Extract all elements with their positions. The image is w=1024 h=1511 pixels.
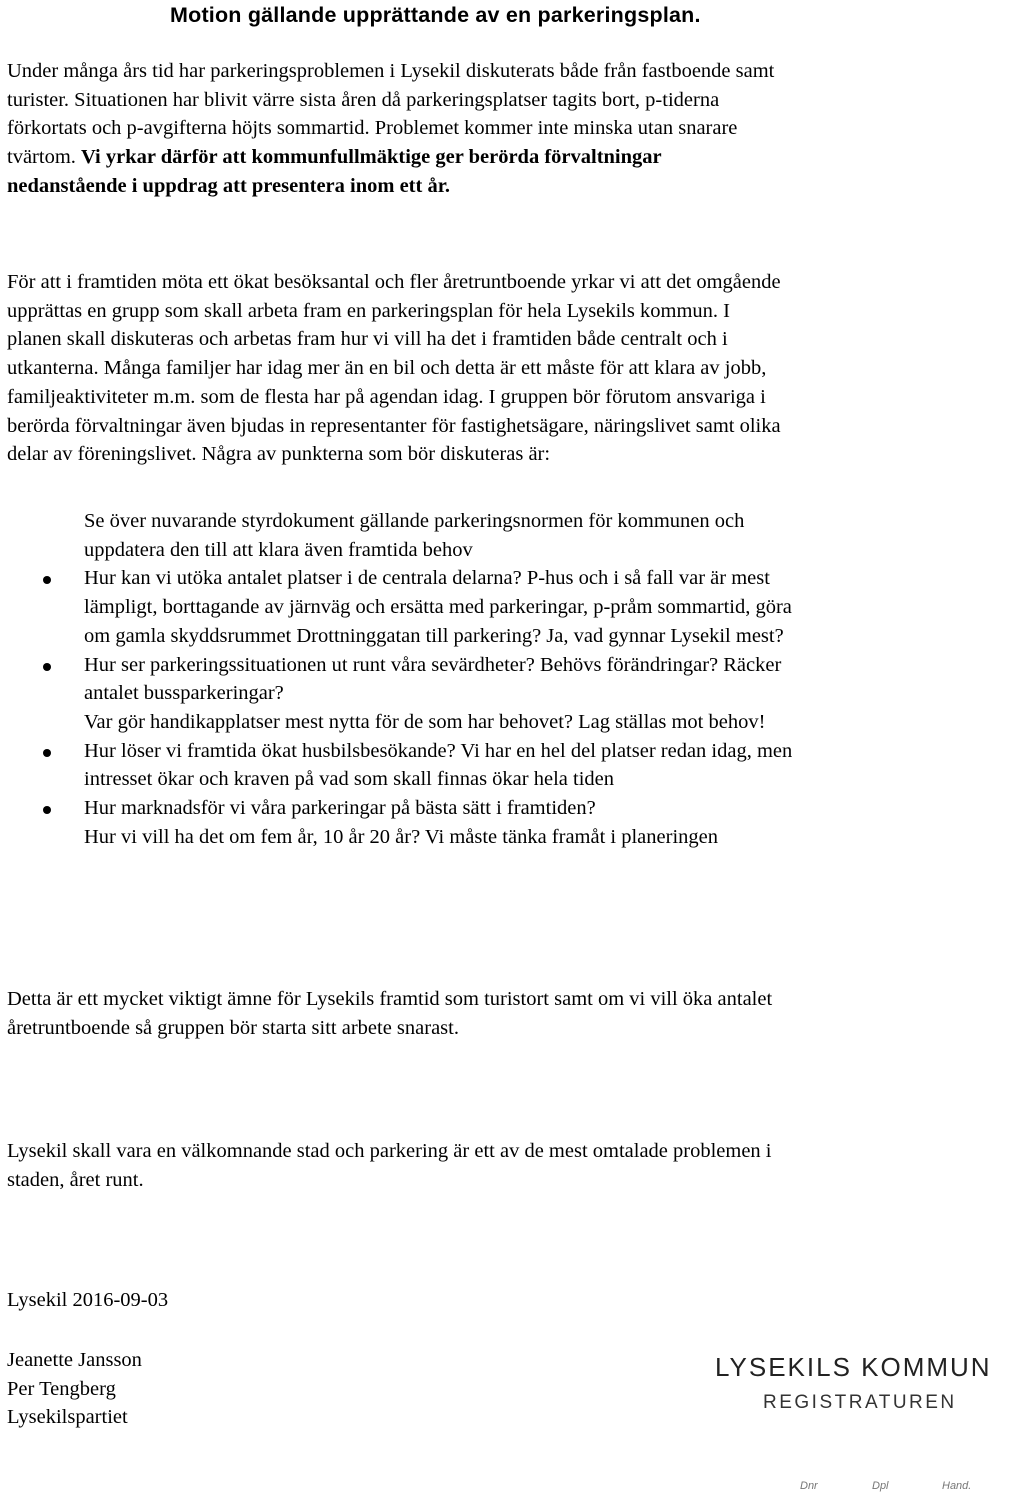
date-line: Lysekil 2016-09-03 [7,1289,169,1311]
list-item-line: lämpligt, borttagande av järnväg och ersätta med parkeringar, p-pråm sommartid, göra [84,596,792,619]
bullet-icon [43,749,51,757]
list-item-line: uppdatera den till att klara även framtida behov [84,538,473,561]
closing-line: Lysekil skall vara en välkomnande stad och parkering är ett av de mest omtalade problemen i [7,1140,772,1162]
list-item-line: om gamla skyddsrummet Drottninggatan till parkering? Ja, vad gynnar Lysekil mest? [84,624,784,647]
closing-paragraph-2 [7,1137,1017,1194]
closing-line: Detta är ett mycket viktigt ämne för Lysekils framtid som turistort samt om vi vill öka antalet [7,988,773,1010]
party-name: Lysekilspartiet [7,1406,128,1429]
list-item-line: Hur kan vi utöka antalet platser i de centrala delarna? P-hus och i så fall var är mest [84,567,770,590]
closing-paragraph-1 [7,985,1017,1042]
discussion-points-list [0,507,792,851]
list-item-line: Hur vi vill ha det om fem år, 10 år 20 år? Vi måste tänka framåt i planeringen [84,825,718,848]
list-item [0,708,792,737]
body-line: berörda förvaltningar även bjudas in representanter för fastighetsägare, näringslivet samt olika [7,414,781,437]
list-item [0,794,792,823]
body-line: För att i framtiden möta ett ökat besöksantal och fler åretruntboende yrkar vi att det omgående [7,271,781,293]
list-item [0,564,792,650]
registration-stamp-dept: REGISTRATUREN [763,1392,957,1413]
signatory-name: Per Tengberg [7,1377,116,1400]
list-item-line: Hur ser parkeringssituationen ut runt våra sevärdheter? Behövs förändringar? Räcker [84,653,782,676]
intro-line: förkortats och p-avgifterna höjts sommartid. Problemet kommer inte minska utan snarare [7,117,738,140]
bullet-icon [43,806,51,814]
list-item-line: Se över nuvarande styrdokument gällande parkeringsnormen för kommunen och [84,510,745,532]
bullet-icon [43,576,51,584]
list-item-line: Hur marknadsför vi våra parkeringar på bästa sätt i framtiden? [84,797,596,820]
body-line: familjeaktiviteter m.m. som de flesta har på agendan idag. I gruppen bör förutom ansvariga i [7,385,766,408]
body-line: planen skall diskuteras och arbetas fram hur vi vill ha det i framtiden både centralt och i [7,328,728,351]
demand-text: Vi yrkar därför att kommunfullmäktige ger berörda förvaltningar [81,146,662,169]
intro-line [7,143,1017,172]
body-line: upprättas en grupp som skall arbeta fram en parkeringsplan för hela Lysekils kommun. I [7,299,730,322]
list-item-line: intresset ökar och kraven på vad som skall finnas ökar hela tiden [84,768,614,791]
intro-line-plain: tvärtom. [7,146,82,169]
closing-line: åretruntboende så gruppen bör starta sitt arbete snarast. [7,1016,459,1039]
intro-paragraph [7,57,1017,201]
body-line: utkanterna. Många familjer har idag mer än en bil och detta är ett måste för att klara av jobb, [7,357,767,380]
signatory-name: Jeanette Jansson [7,1349,142,1371]
stamp-field-label: Dpl [872,1480,889,1492]
list-item [0,737,792,794]
document-title: Motion gällande upprättande av en parkeringsplan. [170,3,701,27]
stamp-field-label: Hand. [942,1480,972,1492]
closing-line: staden, året runt. [7,1168,144,1191]
stamp-field-label: Dnr [800,1480,818,1492]
intro-line: Under många års tid har parkeringsproblemen i Lysekil diskuterats både från fastboende samt [7,60,775,82]
bullet-icon [43,663,51,671]
registration-stamp-org: LYSEKILS KOMMUN [715,1352,992,1382]
list-item [0,651,792,708]
signatories [7,1346,142,1432]
body-paragraph [7,268,1017,469]
list-item-line: Var gör handikapplatser mest nytta för de som har behovet? Lag ställas mot behov! [84,710,766,733]
intro-line: turister. Situationen har blivit värre sista åren då parkeringsplatser tagits bort, p-tiderna [7,88,720,111]
body-line: delar av föreningslivet. Några av punkterna som bör diskuteras är: [7,443,551,466]
list-item [0,823,792,852]
list-item [0,507,792,564]
list-item-line: antalet bussparkeringar? [84,682,284,705]
list-item-line: Hur löser vi framtida ökat husbilsbesökande? Vi har en hel del platser redan idag, men [84,739,793,762]
demand-text-continued: nedanstående i uppdrag att presentera inom ett år. [7,174,451,197]
